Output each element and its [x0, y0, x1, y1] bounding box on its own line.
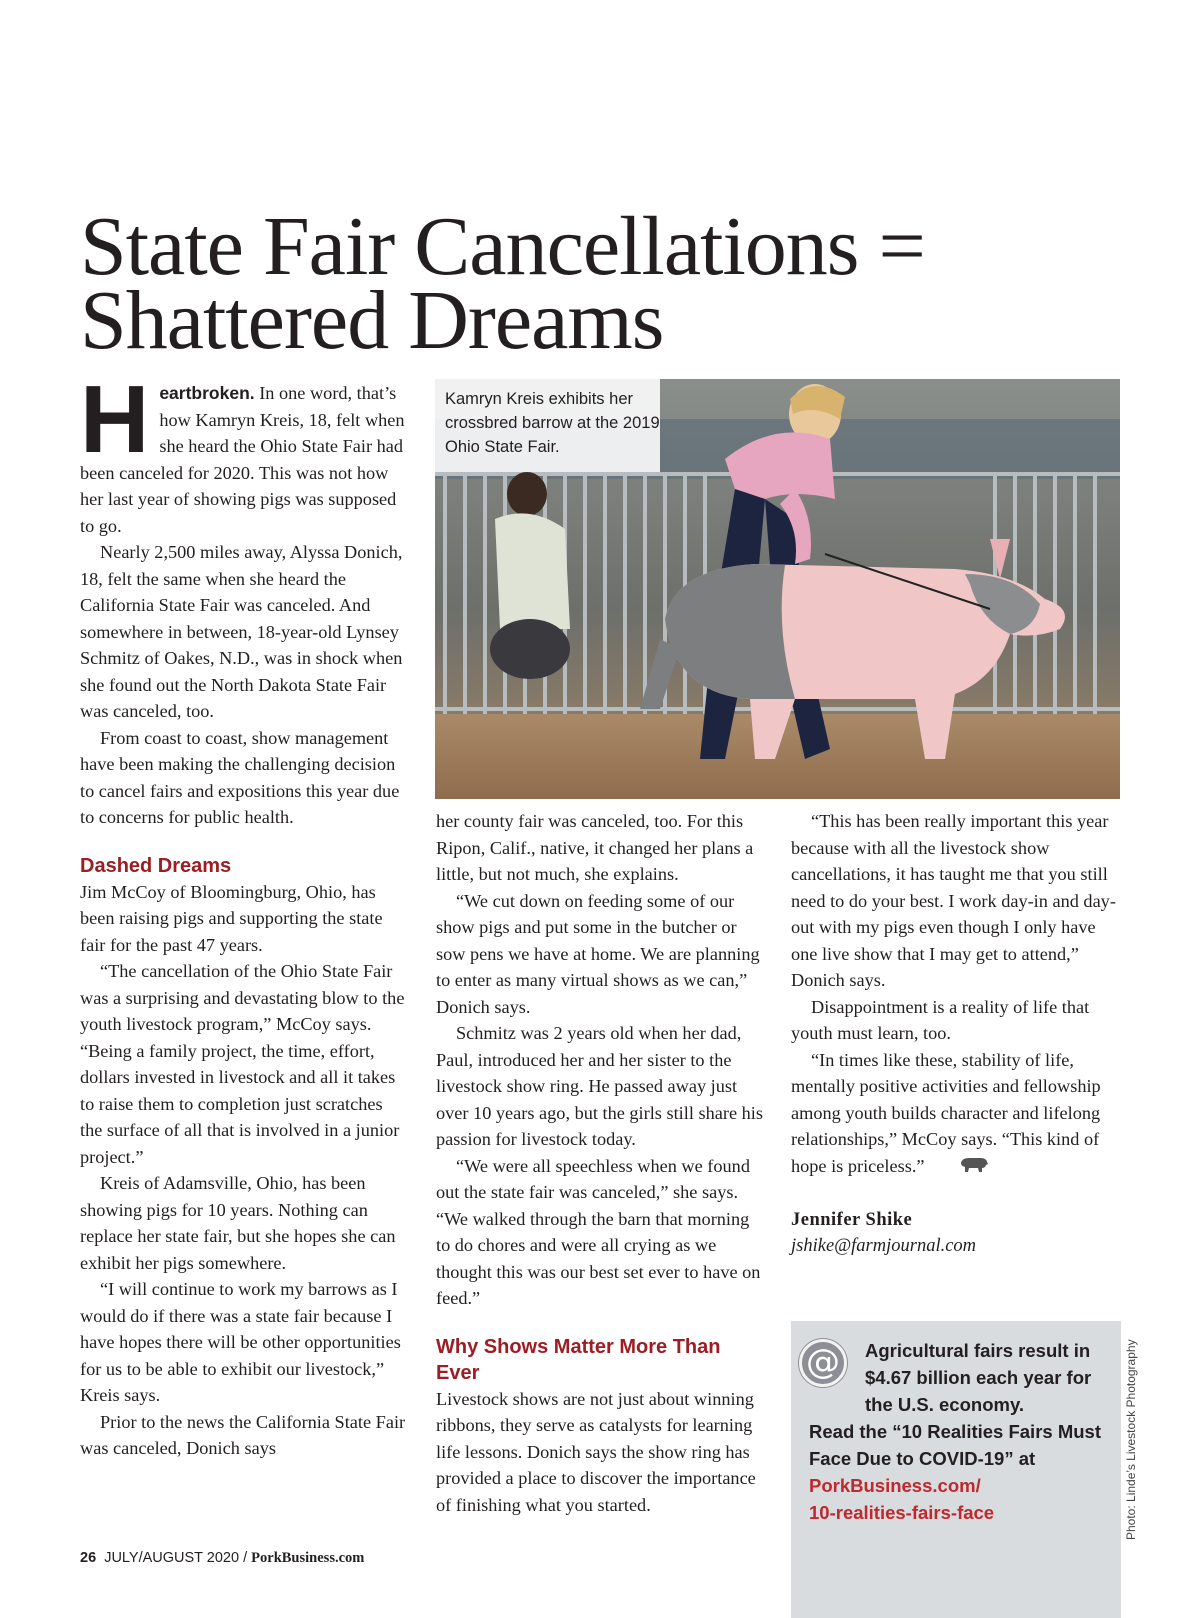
author-email[interactable]: jshike@farmjournal.com — [791, 1236, 977, 1257]
photo-credit: Photo: Linde’s Livestock Photography — [1124, 1339, 1138, 1540]
paragraph: Nearly 2,500 miles away, Alyssa Donich, 18, felt the same when she heard the California State Fair was canceled. And somewhere in between, 18-year-old Lynsey Schmitz of Oakes, N.D., was in shock when she found out the North Dakota State Fair was canceled, too. — [80, 542, 403, 721]
promo-link-line-2[interactable]: 10-realities-fairs-face — [809, 1502, 995, 1523]
author-name: Jennifer Shike — [791, 1209, 913, 1230]
promo-body: Read the “10 Realities Fairs Must Face Due to COVID-19” at — [809, 1421, 1101, 1469]
paragraph: Jim McCoy of Bloomingburg, Ohio, has been raising pigs and supporting the state fair for the past 47 years. — [80, 881, 383, 955]
at-sign-icon: @ — [799, 1339, 847, 1387]
paragraph: Prior to the news the California State Fair was canceled, Donich says — [80, 1411, 406, 1458]
paragraph: “This has been really important this year because with all the livestock show cancellations, it has taught me that you still need to do your best. I work day-in and day-out with my pigs even though I only have one live show that I may get to attend,” Donich says. — [791, 811, 1116, 990]
article-column-2 — [436, 808, 766, 1518]
subhead-why-shows-matter: Why Shows Matter More Than Ever — [436, 1335, 721, 1384]
lead-paragraph-text: In one word, that’s how Kamryn Kreis, 18, felt when she heard the Ohio State Fair had been canceled for 2020. This was not how her last year of showing pigs was supposed to go. — [80, 383, 405, 536]
issue-date: JULY/AUGUST 2020 — [104, 1550, 240, 1566]
article-column-3 — [791, 808, 1121, 1260]
closing-quote-text: “In times like these, stability of life, mentally positive activities and fellowship among youth builds character and lifelong relationships,” McCoy says. “This kind of hope is priceless.” — [791, 1049, 1101, 1176]
page-number: 26 — [80, 1550, 97, 1566]
page-folio — [80, 1550, 364, 1567]
lead-paragraph — [80, 366, 408, 539]
promo-box — [791, 1321, 1121, 1618]
paragraph: “We cut down on feeding some of our show pigs and put some in the butcher or sow pens we have at home. We are planning to enter as many virtual shows as we can,” Donich says. — [436, 890, 760, 1017]
lead-in: eartbroken. — [159, 383, 255, 403]
paragraph: From coast to coast, show management have been making the challenging decision to cancel fairs and expositions this year due to concerns for public health. — [80, 727, 400, 827]
subhead-dashed-dreams: Dashed Dreams — [80, 854, 232, 877]
folio-separator: / — [239, 1550, 252, 1566]
promo-link-line-1[interactable]: PorkBusiness.com/ — [809, 1475, 981, 1496]
title-line-2: Shattered Dreams — [80, 274, 664, 367]
photo-caption: Kamryn Kreis exhibits her crossbred barrow at the 2019 Ohio State Fair. — [435, 379, 660, 472]
paragraph: “I will continue to work my barrows as I would do if there was a state fair because I have hopes there will be other opportunities for us to be able to exhibit our livestock,” Kreis says. — [80, 1279, 401, 1405]
paragraph: “We were all speechless when we found out the state fair was canceled,” she says. “We walked through the barn that morning to do chores and were all crying as we thought this was our best set ever to have on feed.” — [436, 1155, 761, 1308]
paragraph: Disappointment is a reality of life that youth must learn, too. — [791, 996, 1090, 1043]
paragraph: her county fair was canceled, too. For this Ripon, Calif., native, it changed her plans a little, but not much, she explains. — [436, 811, 754, 884]
article-column-1 — [80, 366, 408, 1462]
title-line-1: State Fair Cancellations = — [80, 200, 925, 293]
paragraph: Livestock shows are not just about winning ribbons, they serve as catalysts for learning life lessons. Donich says the show ring has provided a place to discover the importance of finishing what you started. — [436, 1388, 756, 1515]
paragraph — [791, 1047, 1121, 1181]
paragraph: Kreis of Adamsville, Ohio, has been showing pigs for 10 years. Nothing can replace her state fair, but she hopes she can exhibit her pigs somewhere. — [80, 1173, 396, 1273]
promo-headline: Agricultural fairs result in $4.67 billion each year for the U.S. economy. — [865, 1340, 1092, 1415]
article-title — [80, 200, 1080, 367]
pig-icon — [939, 1154, 989, 1181]
paragraph: “The cancellation of the Ohio State Fair was a surprising and devastating blow to the youth livestock program,” McCoy says. “Being a family project, the time, effort, dollars invested in livestock and all it takes to raise them to completion just scratches the surface of all that is involved in a junior project.” — [80, 961, 405, 1167]
folio-site: PorkBusiness.com — [251, 1550, 365, 1566]
paragraph: Schmitz was 2 years old when her dad, Paul, introduced her and her sister to the livestock show ring. He passed away just over 10 years ago, but the girls still share his passion for livestock today. — [436, 1023, 763, 1149]
drop-cap: H — [80, 366, 150, 473]
